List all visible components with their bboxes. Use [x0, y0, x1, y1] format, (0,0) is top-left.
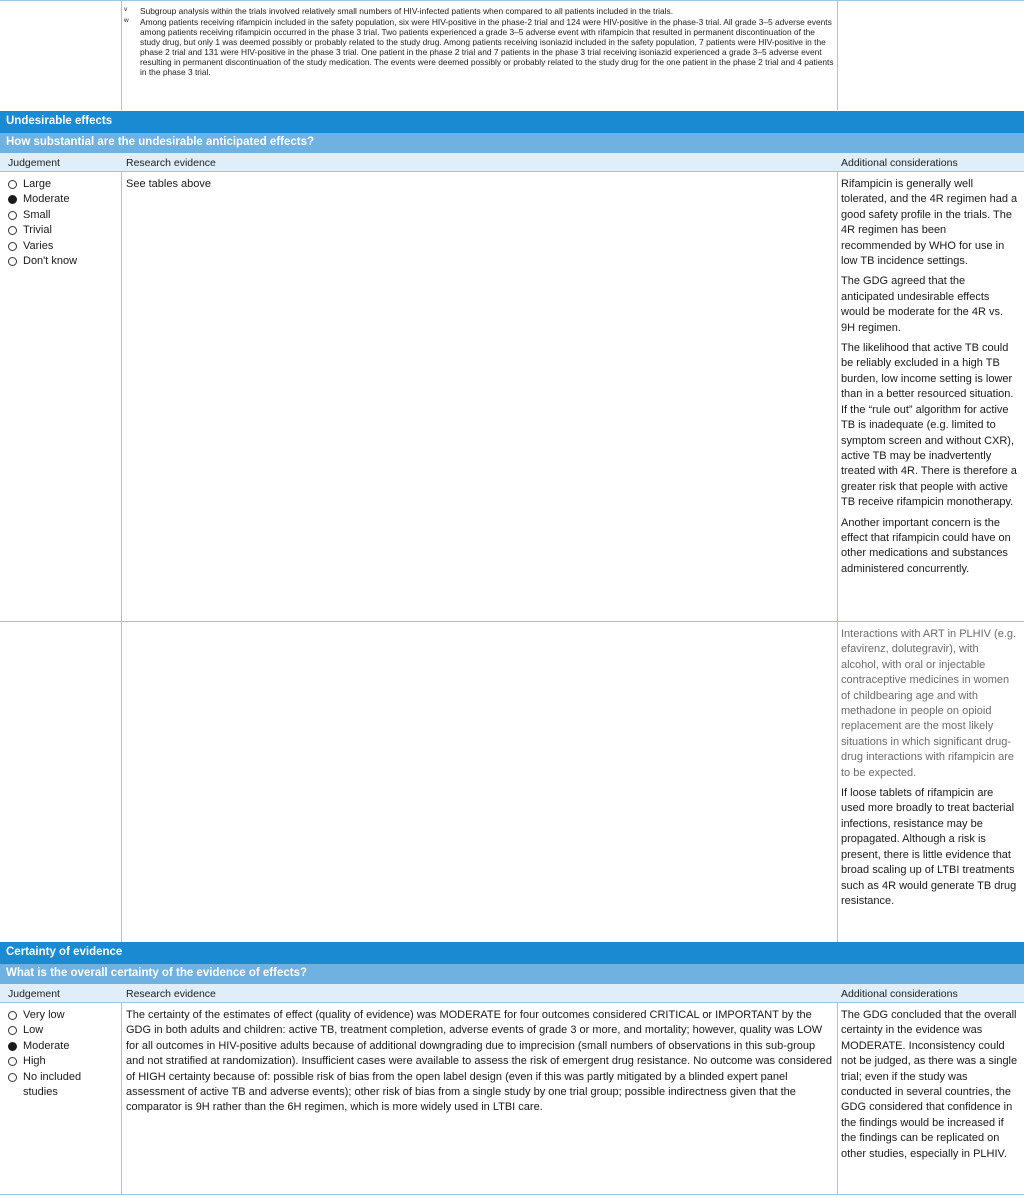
additional-considerations-continued [841, 627, 1019, 914]
consideration-paragraph: If loose tablets of rifampicin are used more broadly to treat bacterial infections, resistance may be propagated. Although a risk is present, there is little evidence that broad scaling up of LTBI treatments such as 4R would generate TB drug resistance. [841, 787, 1017, 907]
footnote-mark: v [124, 6, 128, 13]
option-high[interactable]: High [8, 1054, 116, 1069]
consideration-paragraph: The likelihood that active TB could be reliably excluded in a high TB burden, low income setting is lower than in a better resourced situation. If the “rule out” algorithm for active TB is inadequate (e.g. limited to symptom screen and without CXR), active TB may be inadvertently treated with 4R. There is therefore a greater risk that people with active TB receive rifampicin monotherapy. [841, 342, 1017, 509]
radio-icon[interactable] [8, 257, 17, 266]
radio-icon[interactable] [8, 211, 17, 220]
option-moderate[interactable]: Moderate [8, 1039, 116, 1054]
radio-icon[interactable] [8, 1073, 17, 1082]
research-evidence-text: See tables above [126, 178, 212, 190]
certainty-row [0, 1003, 1024, 1195]
column-additional-considerations: Additional considerations [841, 988, 958, 1000]
consideration-paragraph: The GDG agreed that the anticipated undesirable effects would be moderate for the 4R vs. 9H regimen. [841, 275, 1004, 334]
undesirable-row-continued [0, 622, 1024, 942]
question-certainty-of-evidence: What is the overall certainty of the evidence of effects? [0, 964, 1024, 984]
column-additional-considerations: Additional considerations [841, 157, 958, 169]
column-research-evidence: Research evidence [126, 157, 216, 169]
additional-considerations [841, 177, 1019, 582]
footnote-text: Subgroup analysis within the trials involved relatively small numbers of HIV-infected patients when compared to all patients included in the trials. [140, 6, 674, 16]
consideration-paragraph: Rifampicin is generally well tolerated, and the 4R regimen had a good safety profile in the trials. The 4R regimen has been recommended by WHO for use in low TB incidence settings. [841, 178, 1018, 268]
radio-icon[interactable] [8, 1057, 17, 1066]
column-judgement: Judgement [8, 157, 60, 169]
radio-icon[interactable] [8, 1026, 17, 1035]
radio-icon[interactable] [8, 1011, 17, 1020]
footnotes [124, 6, 836, 78]
section-header-undesirable-effects: Undesirable effects [0, 111, 1024, 133]
question-undesirable-effects: How substantial are the undesirable anticipated effects? [0, 133, 1024, 153]
option-very-low[interactable]: Very low [8, 1008, 116, 1023]
footnote-w [124, 17, 836, 77]
consideration-paragraph: Another important concern is the effect that rifampicin could have on other medications and substances administered concurrently. [841, 516, 1011, 575]
section-header-certainty-of-evidence: Certainty of evidence [0, 942, 1024, 964]
radio-icon[interactable] [8, 242, 17, 251]
consideration-paragraph: The GDG concluded that the overall certainty in the evidence was MODERATE. Inconsistency could not be judged, as there was a single trial; even if the study was conducted in several countries, the GDG considered that confidence in the findings would be increased if the findings can be replicated on other studies, especially in PLHIV. [841, 1009, 1018, 1160]
radio-selected-icon[interactable] [8, 195, 17, 204]
footnote-mark: w [124, 17, 129, 24]
option-dont-know[interactable]: Don't know [8, 254, 77, 269]
option-no-included-studies[interactable]: No included studies [8, 1070, 116, 1101]
judgement-options [8, 1008, 116, 1100]
undesirable-row [0, 172, 1024, 622]
option-large[interactable]: Large [8, 177, 77, 192]
footnote-text: Among patients receiving rifampicin included in the safety population, six were HIV-positive in the phase-2 trial and 124 were HIV-positive in the phase-3 trial. All grade 3–5 adverse events among patients receiving rifampicin occurred in the phase 3 trial. Two patients experienced a grade 3–5 adverse event with rifampicin that resulted in permanent discontinuation of the study drug, but only 1 was deemed possibly or probably related to the study drug. Among patients receiving isoniazid included in the safety population, 7 patients were HIV-positive in the phase 2 trial and 131 were HIV-positive in the phase 3 trial. One patient in the phase 2 trial and 7 patients in the phase 3 trial receiving isoniazid experienced a grade 3–5 adverse event resulting in permanent discontinuation of the study medication. The events were deemed possibly or probably related to the study drug for the one patient in the phase 2 trial and 4 patients in the phase 3 trial. [140, 17, 834, 77]
option-low[interactable]: Low [8, 1023, 116, 1038]
option-small[interactable]: Small [8, 208, 77, 223]
radio-icon[interactable] [8, 180, 17, 189]
option-varies[interactable]: Varies [8, 239, 77, 254]
option-trivial[interactable]: Trivial [8, 223, 77, 238]
additional-considerations [841, 1008, 1019, 1167]
radio-icon[interactable] [8, 226, 17, 235]
column-headers [0, 153, 1024, 172]
radio-selected-icon[interactable] [8, 1042, 17, 1051]
column-research-evidence: Research evidence [126, 988, 216, 1000]
footnote-v [124, 6, 836, 16]
consideration-paragraph: Interactions with ART in PLHIV (e.g. efavirenz, dolutegravir), with alcohol, with oral or injectable contraceptive medicines in women of childbearing age and with methadone in people on opioid replacement are the most likely situations in which significant drug-drug interactions with rifampicin are to be expected. [841, 628, 1017, 779]
judgement-options [8, 177, 77, 269]
column-judgement: Judgement [8, 988, 60, 1000]
column-headers [0, 984, 1024, 1003]
option-moderate[interactable]: Moderate [8, 192, 77, 207]
research-evidence-text: The certainty of the estimates of effect (quality of evidence) was MODERATE for four outcomes considered CRITICAL or IMPORTANT by the GDG in both adults and children: active TB, treatment completion, adverse events of grade 3 or more, and mortality; however, quality was LOW for all outcomes in HIV-positive adults because of additional downgrading due to imprecision (small numbers of observations in this sub-group and not stratified at randomization). Insufficient cases were available to assess the risk of emergent drug resistance. No outcome was considered of HIGH certainty because of: possible risk of bias from the open label design (even if this was partly mitigated by a blinded expert panel assessment of active TB and adverse events); other risk of bias from a single study by one trial group; possible indirectness given that the comparator is 9H rather than the 6H regimen, which is more widely used in LTBI care. [126, 1009, 832, 1114]
